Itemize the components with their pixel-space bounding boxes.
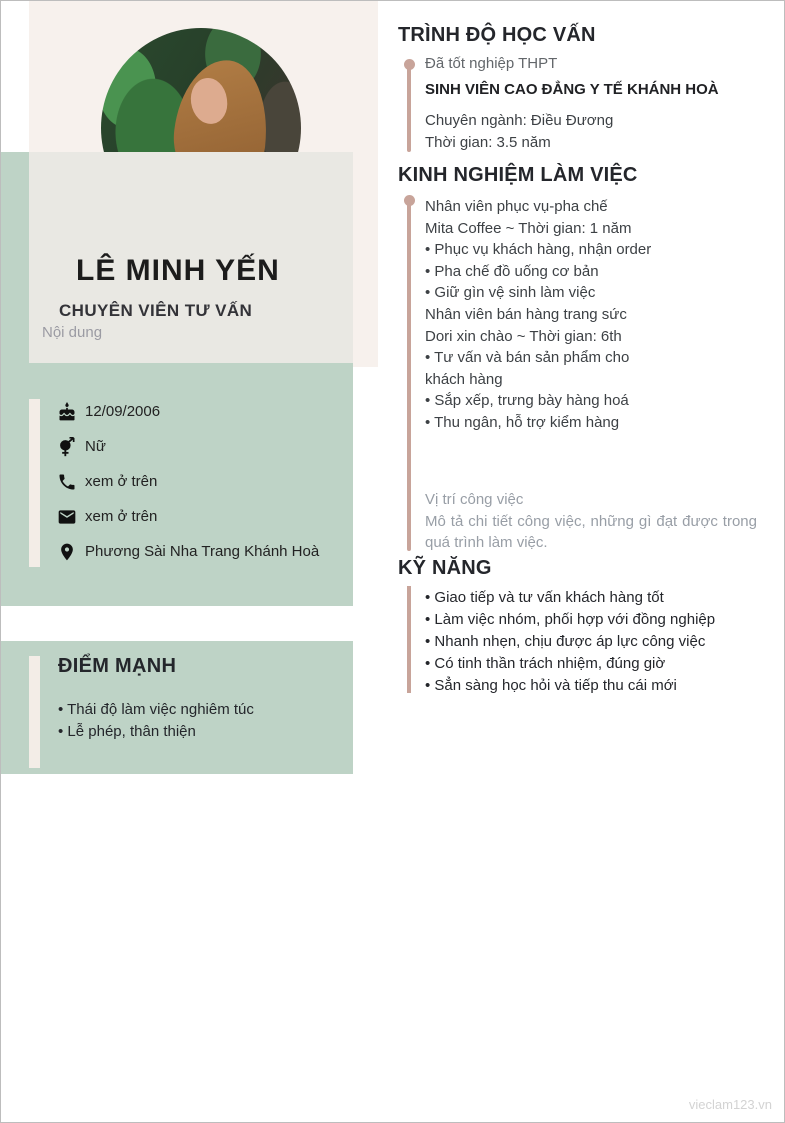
contact-panel [1,363,353,606]
skills-list [425,587,715,697]
strength-item: • Thái độ làm việc nghiêm túc [58,701,254,718]
phone-value: xem ở trên [85,473,158,490]
skill-item: • Sẳn sàng học hỏi và tiếp thu cái mới [425,677,677,694]
placeholder-job-description: Mô tả chi tiết công việc, những gì đạt được trong quá trình làm việc. [425,512,757,552]
skill-item: • Làm việc nhóm, phối hợp với đồng nghiệp [425,611,716,628]
contact-row-email [56,499,319,534]
address-value: Phương Sài Nha Trang Khánh Hoà [85,543,320,560]
job-bullet: • Tư vấn và bán sản phẩm cho khách hàng [425,349,630,388]
person-job-title: CHUYÊN VIÊN TƯ VẤN [59,301,253,320]
experience-placeholder [425,489,757,554]
contact-list [56,394,319,569]
name-panel [29,152,353,363]
job-company: Mita Coffee ~ Thời gian: 1 năm [425,219,632,237]
cake-icon [56,401,77,422]
experience-heading: KINH NGHIỆM LÀM VIỆC [398,164,638,186]
education-duration: Thời gian: 3.5 năm [425,133,551,151]
experience-timeline-line [407,200,411,551]
skill-item: • Nhanh nhẹn, chịu được áp lực công việc [425,633,706,650]
job-bullet: • Sắp xếp, trưng bày hàng hoá [425,392,629,410]
job-bullet: • Giữ gìn vệ sinh làm việc [425,284,596,302]
person-name: LÊ MINH YẾN [76,254,280,287]
placeholder-job-title: Vị trí công việc [425,491,524,508]
phone-icon [56,471,77,492]
email-icon [56,506,77,527]
job-title: Nhân viên bán hàng trang sức [425,305,627,323]
education-content [425,54,719,153]
strengths-heading: ĐIỂM MẠNH [58,655,177,677]
skill-item: • Giao tiếp và tư vấn khách hàng tốt [425,589,664,606]
contact-row-gender [56,429,319,464]
job-bullet: • Pha chế đồ uống cơ bản [425,262,599,280]
job-bullet: • Thu ngân, hỗ trợ kiểm hàng [425,413,620,431]
email-value: xem ở trên [85,508,158,525]
strength-item: • Lễ phép, thân thiện [58,723,196,740]
education-status: Đã tốt nghiệp THPT [425,55,558,72]
job-company: Dori xin chào ~ Thời gian: 6th [425,327,622,345]
job-title: Nhân viên phục vụ-pha chế [425,198,608,215]
skills-accent-line [407,586,411,693]
contact-accent-bar [29,399,40,567]
strengths-panel [1,641,353,774]
birthday-value: 12/09/2006 [85,403,161,420]
job-bullet: • Phục vụ khách hàng, nhận order [425,241,652,259]
site-watermark: vieclam123.vn [688,1097,772,1112]
education-heading: TRÌNH ĐỘ HỌC VẤN [398,24,596,46]
strengths-accent-bar [29,656,40,768]
skill-item: • Có tinh thần trách nhiệm, đúng giờ [425,655,666,672]
strengths-list [58,699,254,743]
gender-icon [56,436,77,457]
contact-row-address [56,534,319,569]
gender-value: Nữ [85,438,106,455]
contact-row-birthday [56,394,319,429]
education-school: SINH VIÊN CAO ĐẲNG Y TẾ KHÁNH HOÀ [425,81,719,98]
location-icon [56,541,77,562]
person-subtitle: Nội dung [42,324,103,341]
contact-row-phone [56,464,319,499]
education-major: Chuyên ngành: Điều Đương [425,112,614,129]
experience-content [425,196,663,434]
skills-heading: KỸ NĂNG [398,557,492,579]
education-timeline-line [407,64,411,152]
